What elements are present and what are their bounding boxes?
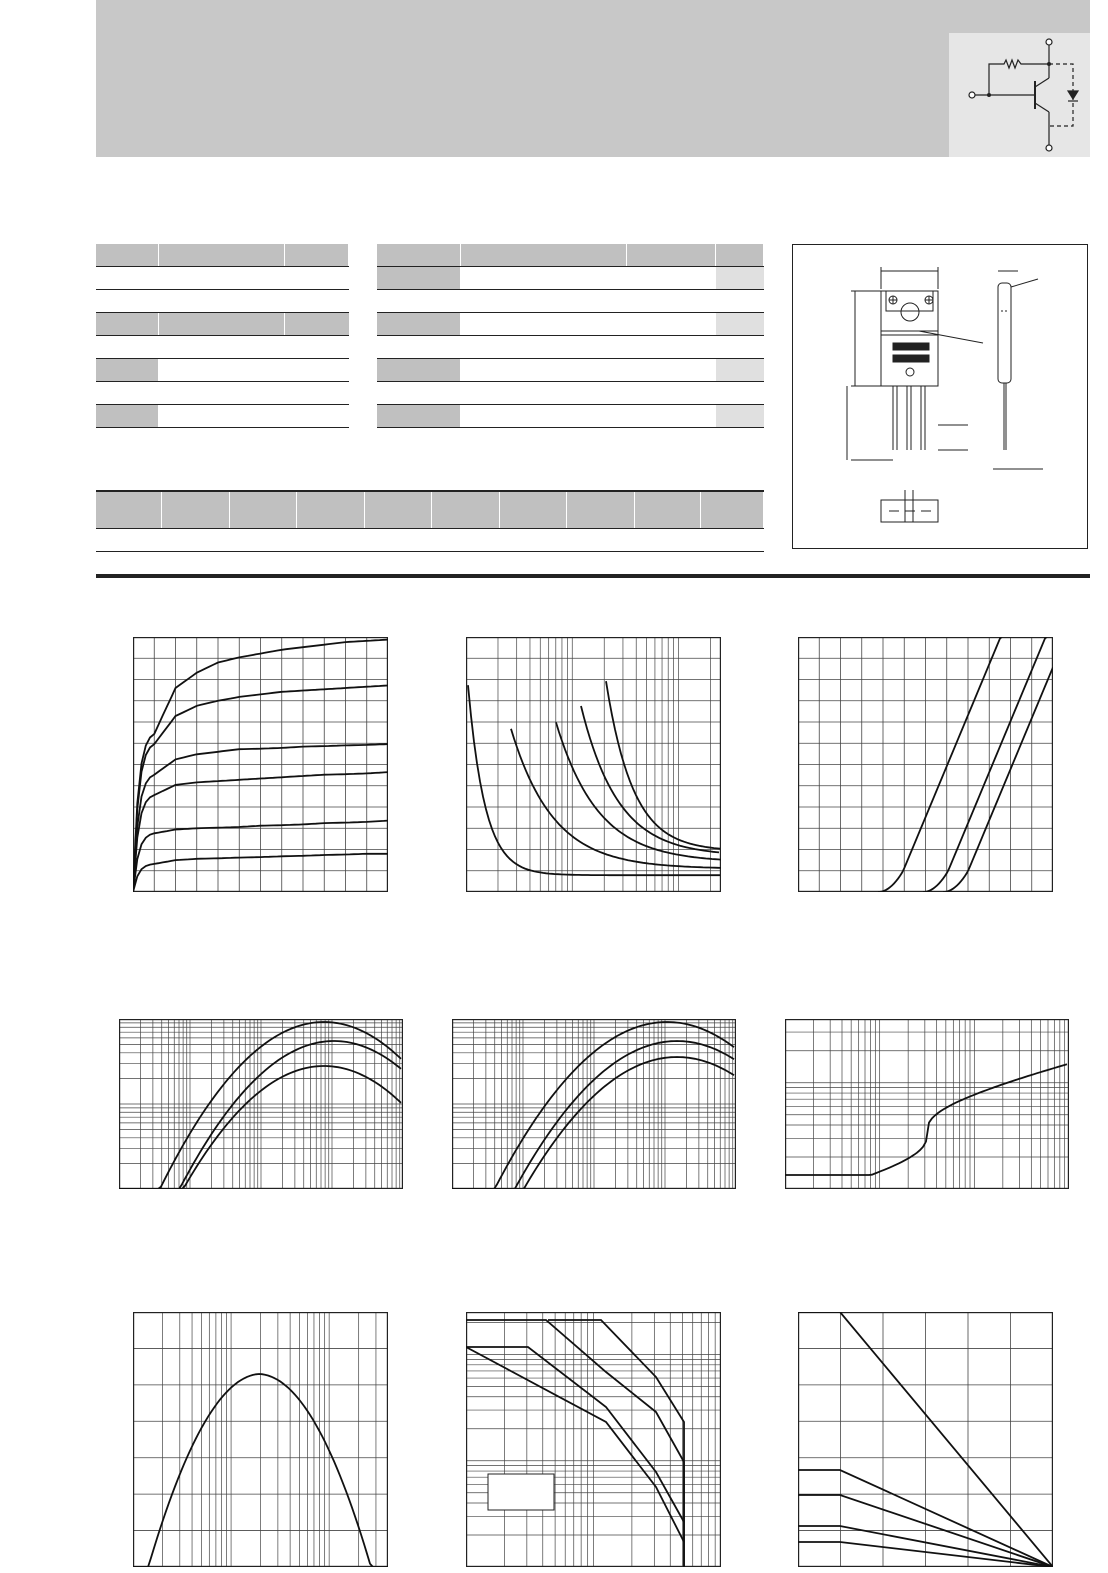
chart-output-characteristics (133, 637, 388, 892)
series-line-1 (785, 1064, 1067, 1175)
chart-hfe-ic-2 (452, 1019, 736, 1189)
series-line-4 (548, 1320, 684, 1567)
chart-hfe-ic-1 (119, 1019, 403, 1189)
chart-safe-operating-area (466, 1312, 721, 1567)
chart-ft-ic (133, 1312, 388, 1567)
section-divider (96, 574, 1090, 578)
rank-table (96, 490, 764, 552)
series-line-1 (119, 1022, 401, 1189)
series-line-3 (119, 1066, 401, 1189)
chart-vbe-ic (785, 1019, 1069, 1189)
chart-transfer-characteristics (798, 637, 1053, 892)
characteristics-table (377, 244, 764, 428)
legend-box (488, 1474, 554, 1510)
series-line-3 (466, 1347, 684, 1542)
chart-decay-curves (466, 637, 721, 892)
circuit-schematic (949, 33, 1090, 157)
chart-power-derating (798, 1312, 1053, 1567)
package-outline (792, 244, 1088, 549)
series-line-1 (452, 1022, 734, 1189)
ratings-table (96, 244, 349, 428)
series-line-4 (581, 706, 719, 852)
chart-frame (786, 1020, 1069, 1189)
series-line-1 (466, 1320, 684, 1567)
header-band (96, 0, 1090, 157)
